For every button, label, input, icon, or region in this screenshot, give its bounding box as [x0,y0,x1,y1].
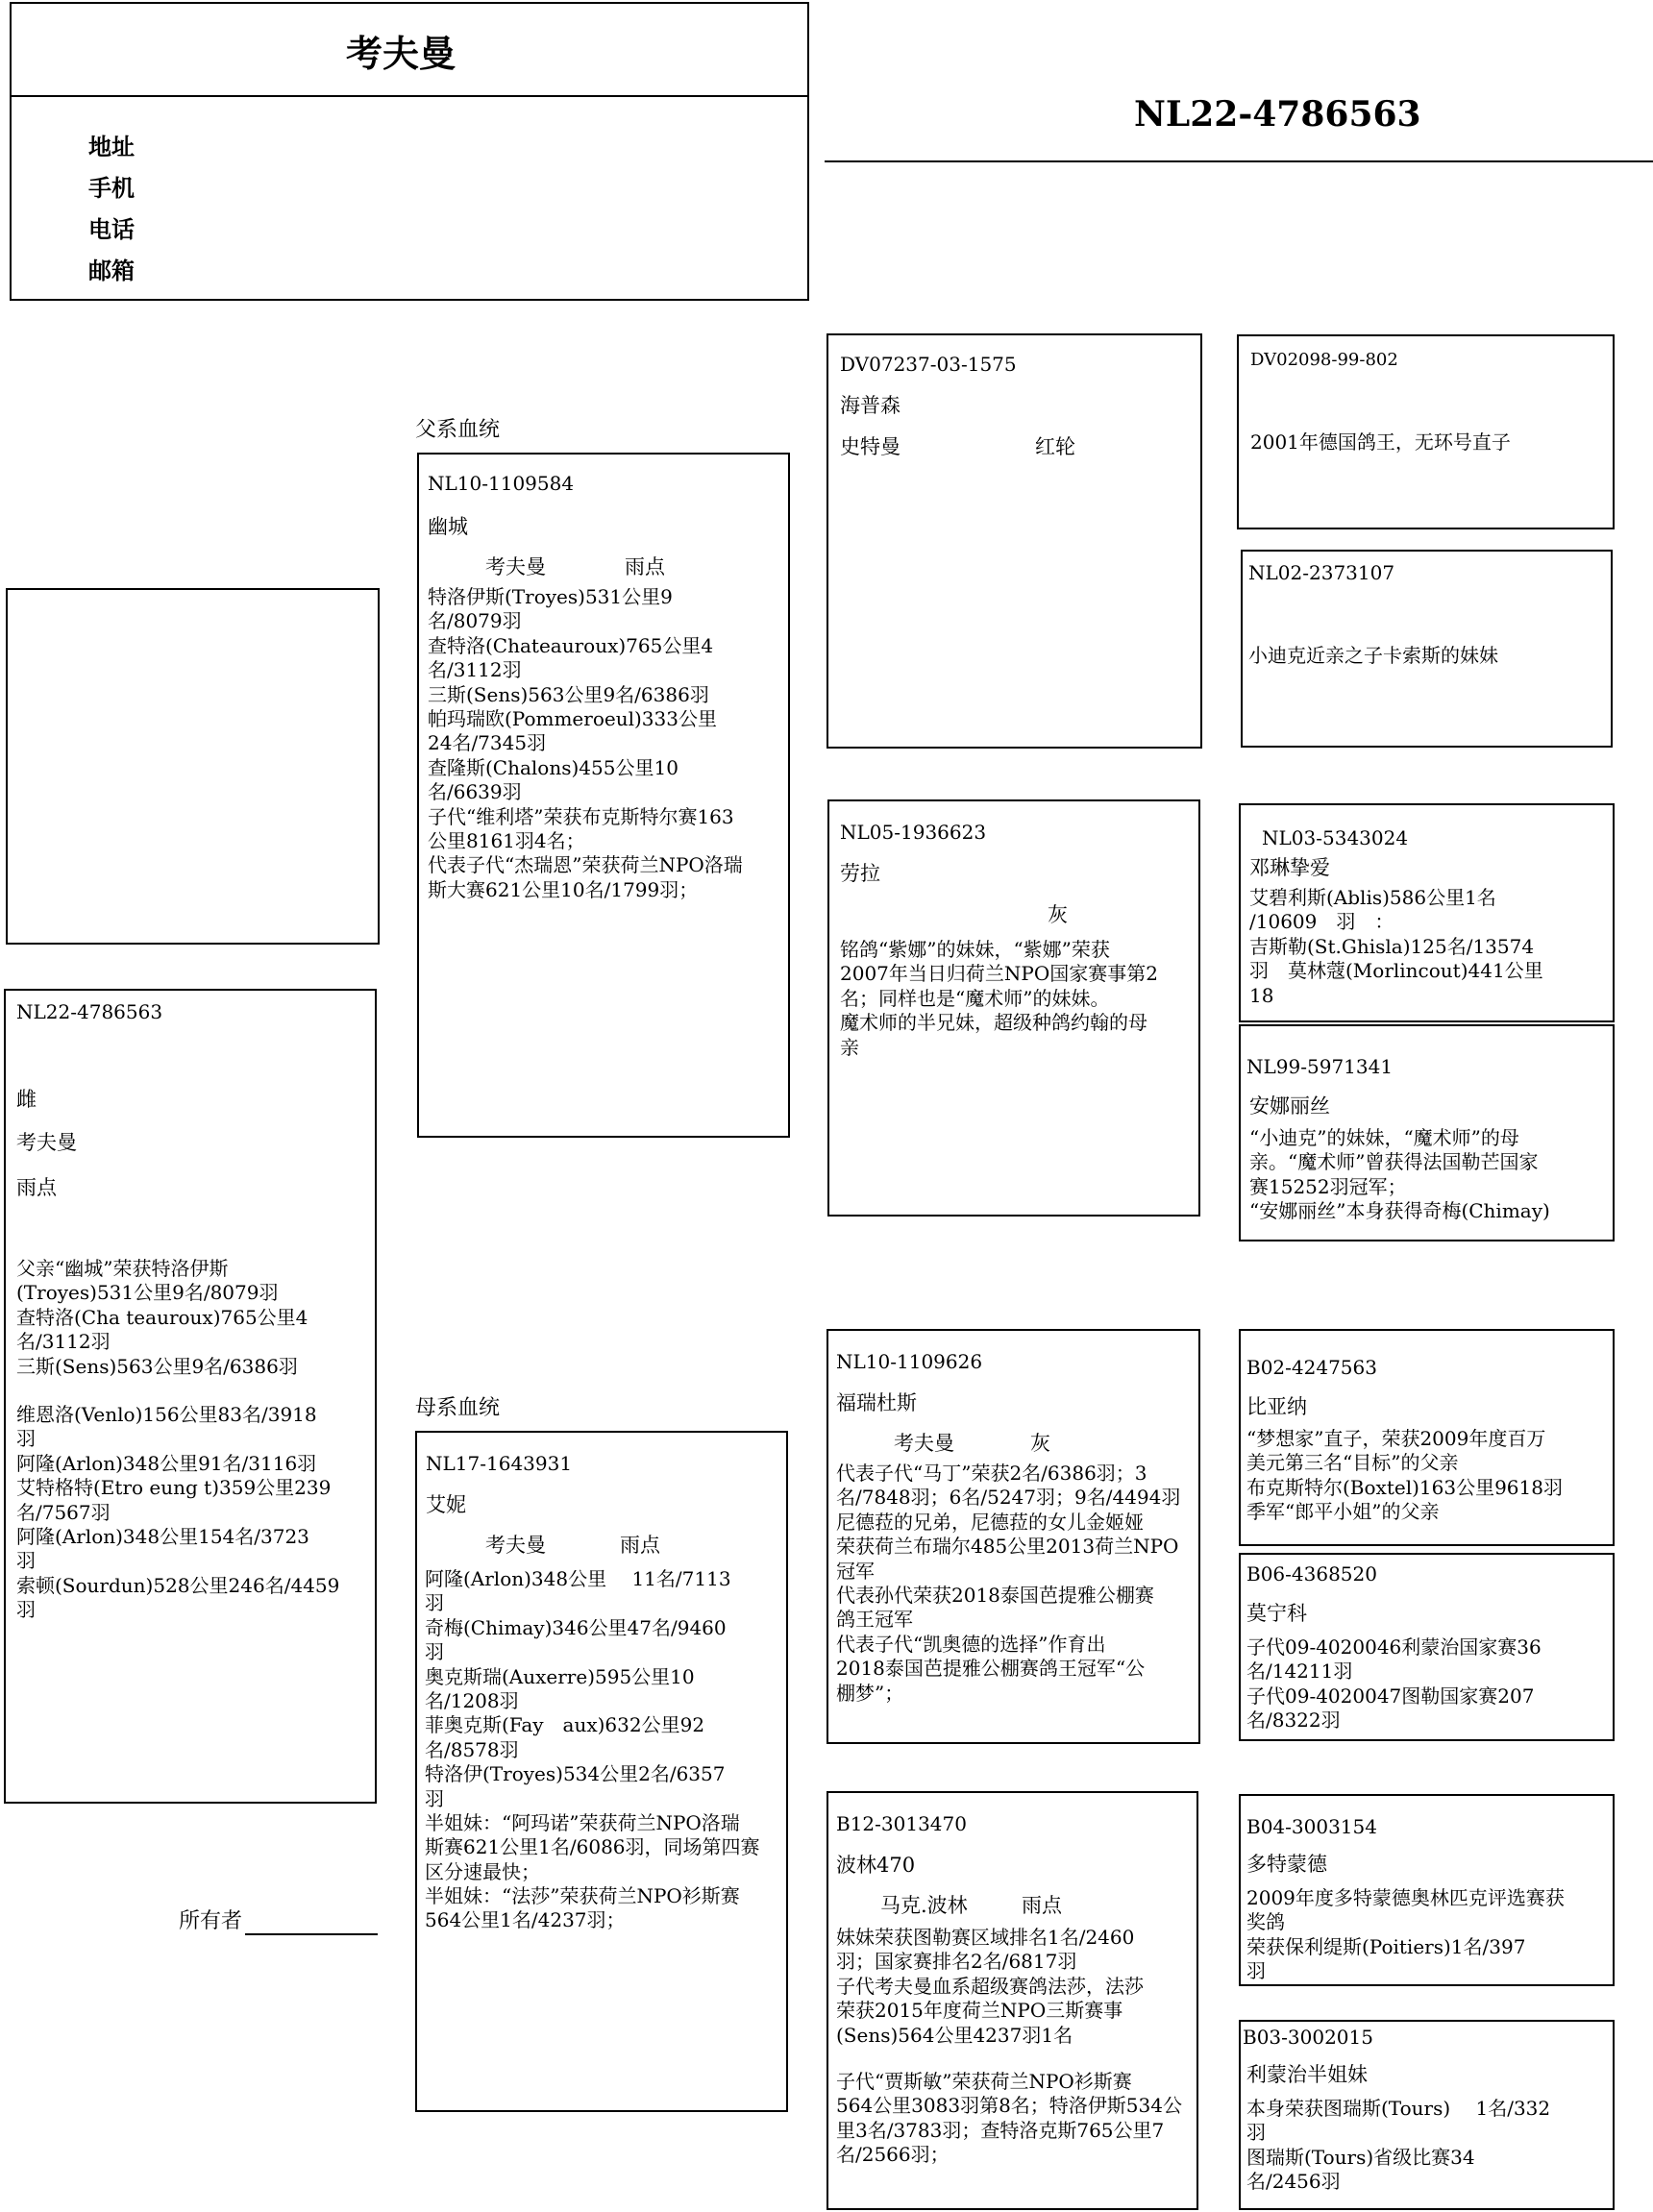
note-line: 名/2566羽； [836,2143,950,2167]
note-line: 羽；国家赛排名2名/6817羽 [836,1950,1077,1974]
owner-field-address: 地址 [88,133,135,160]
sire-notes [428,585,743,902]
note-line: 布克斯特尔(Boxtel)163公里9618羽 [1246,1475,1563,1499]
note-line: 名/14211羽 [1246,1659,1353,1684]
subject-color: 雨点 [16,1176,57,1199]
note-line: 羽 莫林蔻(Morlincout)441公里 [1249,959,1543,983]
note-line: 子代考夫曼血系超级赛鸽法莎，法莎 [836,1974,1144,1998]
ssd-note: 小迪克近亲之子卡索斯的妹妹 [1248,644,1498,667]
ddd-ring: B03-3002015 [1243,2026,1373,2049]
note-line: 子代“维利塔”荣获布克斯特尔赛163 [428,804,734,828]
note-line: 铭鸽“紫娜”的妹妹，“紫娜”荣获 [840,938,1110,961]
dd-notes-2 [836,2070,1182,2168]
sire-sire-box [826,333,1202,749]
dd-ring: B12-3013470 [836,1812,967,1835]
note-line: 名/3112羽 [16,1330,111,1354]
note-line [16,1379,339,1403]
header-rule [825,160,1653,162]
ddd-name: 利蒙治半姐妹 [1246,2063,1368,2086]
note-line: 本身荣获图瑞斯(Tours) 1名/332 [1246,2097,1551,2120]
note-line: 三斯(Sens)563公里9名/6386羽 [16,1354,298,1378]
sd-color: 灰 [1048,903,1068,926]
note-line: 亲 [840,1035,859,1059]
note-line: 菲奥克斯(Fay aux)632公里92 [425,1713,705,1737]
owner-divider [12,95,809,97]
subject-notes [16,1257,339,1622]
note-line: 尼德菈的兄弟，尼德菈的女儿金姬娅 [836,1510,1144,1534]
note-line: 名/8079羽 [428,609,522,633]
note-line: 阿隆(Arlon)348公里154名/3723 [16,1524,309,1548]
dd-name: 波林470 [836,1854,916,1877]
note-line: (Troyes)531公里9名/8079羽 [16,1281,279,1305]
note-line: 代表子代“杰瑞恩”荣获荷兰NPO洛瑞 [428,853,743,877]
owner-signature-label: 所有者 [179,1909,243,1933]
sss-ring: DV02098-99-802 [1250,350,1398,370]
note-line: 查特洛(Chateauroux)765公里4 [428,633,714,657]
note-line: 特洛伊斯(Troyes)531公里9 [428,585,673,608]
dss-box [1239,1329,1615,1546]
note-line: 名/6639羽 [428,780,522,804]
ds-color: 灰 [1030,1432,1050,1455]
subject-ring: NL22-4786563 [16,1000,163,1023]
ds-ring: NL10-1109626 [836,1350,983,1373]
sds-box [1239,803,1615,1022]
ds-notes [836,1462,1180,1706]
subject-sex: 雌 [16,1088,37,1111]
sire-dam-box [827,799,1200,1217]
note-line: 荣获2015年度荷兰NPO三斯赛事 [836,1999,1123,2023]
ss-name: 海普森 [840,394,901,417]
note-line: “小迪克”的妹妹，“魔术师”的母 [1249,1126,1519,1149]
note-line: 24名/7345羽 [428,731,547,755]
dam-sire-box [826,1329,1200,1744]
note-line: 赛15252羽冠军； [1249,1174,1407,1198]
dam-name: 艾妮 [426,1493,466,1516]
note-line: 名/1208羽 [425,1688,519,1712]
dam-box [415,1431,788,2112]
ddd-notes [1246,2097,1550,2195]
note-line: 查特洛(Cha teauroux)765公里4 [16,1305,308,1329]
main-ring-number: NL22-4786563 [1134,94,1421,135]
ds-name: 福瑞杜斯 [836,1391,917,1414]
ddd-box [1239,2020,1615,2210]
note-line: 妹妹荣获图勒赛区域排名1名/2460 [836,1926,1135,1949]
note-line: 半姐妹：“阿玛诺”荣获荷兰NPO洛瑞 [425,1810,740,1834]
photo-frame [6,588,380,945]
note-line: 鸽王冠军 [836,1608,913,1632]
dam-color: 雨点 [620,1534,660,1557]
note-line: 半姐妹：“法莎”荣获荷兰NPO衫斯赛 [425,1884,740,1908]
dsd-notes [1246,1635,1542,1733]
sire-name: 幽城 [428,515,468,538]
note-line: 名/8322羽 [1246,1708,1341,1733]
sdd-ring: NL99-5971341 [1246,1055,1394,1078]
note-line: 艾碧利斯(Ablis)586公里1名 [1249,886,1496,909]
note-line: 索顿(Sourdun)528公里246名/4459 [16,1573,340,1597]
dam-strain: 考夫曼 [485,1534,546,1557]
note-line: “梦想家”直子，荣获2009年度百万 [1246,1427,1546,1450]
dds-box [1239,1794,1615,1986]
subject-box [4,989,377,1804]
note-line: 里3名/3783羽；查特洛克斯765公里7 [836,2118,1165,2142]
note-line: 羽 [16,1549,36,1573]
dam-section-label: 母系血统 [415,1396,501,1420]
dd-notes [836,1926,1144,2048]
note-line: 魔术师的半兄妹，超级种鸽约翰的母 [840,1011,1147,1035]
dds-ring: B04-3003154 [1246,1815,1377,1838]
note-line: 亲。“魔术师”曾获得法国勒芒国家 [1249,1150,1539,1174]
note-line: 子代“贾斯敏”荣获荷兰NPO衫斯赛 [836,2070,1132,2093]
sd-ring: NL05-1936623 [840,821,987,844]
note-line: 羽 [425,1640,444,1664]
note-line: 代表孙代荣获2018泰国芭提雅公棚赛 [836,1583,1154,1607]
note-line: 艾特格特(Etro eung t)359公里239 [16,1476,332,1500]
note-line: 子代09-4020046利蒙治国家赛36 [1246,1635,1542,1659]
note-line: 名/3112羽 [428,658,522,682]
note-line: 美元第三名“目标”的父亲 [1246,1451,1459,1475]
sds-ring: NL03-5343024 [1262,826,1409,849]
dds-name: 多特蒙德 [1246,1853,1327,1876]
note-line: 奥克斯瑞(Auxerre)595公里10 [425,1664,695,1688]
owner-signature-line [245,1933,378,1935]
sire-strain: 考夫曼 [485,555,546,578]
note-line: 名/8578羽 [425,1737,519,1761]
note-line: 季军“郎平小姐”的父亲 [1246,1500,1440,1524]
note-line: /10609 羽 ： [1249,910,1394,934]
sd-name: 劳拉 [840,862,880,885]
sire-box [417,453,790,1138]
note-line: 冠军 [836,1559,875,1583]
dam-ring: NL17-1643931 [426,1452,573,1475]
note-line: 2009年度多特蒙德奥林匹克评选赛获 [1246,1886,1565,1909]
dsd-name: 莫宁科 [1246,1602,1307,1625]
note-line: 18 [1249,983,1274,1007]
note-line: 羽 [16,1598,36,1622]
note-line: 维恩洛(Venlo)156公里83名/3918 [16,1402,317,1426]
note-line: 奖鸽 [1246,1910,1285,1934]
sd-notes [840,938,1158,1060]
note-line: 2007年当日归荷兰NPO国家赛事第2 [840,962,1158,986]
note-line: 荣获荷兰布瑞尔485公里2013荷兰NPO [836,1535,1179,1559]
sdd-box [1239,1024,1615,1241]
sds-name: 邓琳挚爱 [1249,856,1330,879]
note-line: 羽 [425,1591,444,1615]
note-line: 图瑞斯(Tours)省级比赛34 [1246,2145,1475,2169]
note-line: 名/7567羽 [16,1500,111,1524]
note-line: 吉斯勒(St.Ghisla)125名/13574 [1249,934,1535,958]
note-line: 羽 [16,1427,36,1451]
note-line: 区分速最快； [425,1859,540,1883]
note-line: 名/7848羽；6名/5247羽；9名/4494羽 [836,1486,1181,1510]
sss-box [1237,334,1615,529]
note-line: 名；同样也是“魔术师”的妹妹。 [840,986,1110,1010]
owner-field-email: 邮箱 [88,257,135,284]
sss-note: 2001年德国鸽王，无环号直子 [1250,430,1511,454]
ssd-ring: NL02-2373107 [1248,561,1395,584]
note-line: 父亲“幽城”荣获特洛伊斯 [16,1257,229,1280]
note-line: 特洛伊(Troyes)534公里2名/6357 [425,1762,726,1786]
dss-name: 比亚纳 [1246,1395,1307,1418]
dd-color: 雨点 [1022,1894,1062,1917]
note-line: 羽 [1246,1959,1266,1983]
note-line: 羽 [1246,2121,1266,2145]
note-line: 子代09-4020047图勒国家赛207 [1246,1684,1535,1708]
owner-field-phone: 电话 [88,215,135,243]
note-line: “安娜丽丝”本身获得奇梅(Chimay) [1249,1199,1550,1223]
note-line: 奇梅(Chimay)346公里47名/9460 [425,1615,727,1639]
note-line: 三斯(Sens)563公里9名/6386羽 [428,682,709,706]
note-line: 斯赛621公里1名/6086羽，同场第四赛 [425,1835,760,1859]
note-line: 564公里1名/4237羽； [425,1908,626,1932]
note-line: 荣获保利缇斯(Poitiers)1名/397 [1246,1934,1526,1958]
ss-strain: 史特曼 [840,435,901,458]
note-line: 棚梦”； [836,1681,904,1705]
note-line: 查隆斯(Chalons)455公里10 [428,755,678,779]
subject-strain: 考夫曼 [16,1131,77,1154]
sdd-name: 安娜丽丝 [1249,1094,1330,1118]
owner-info-box [10,2,809,301]
note-line: 帕玛瑞欧(Pommeroeul)333公里 [428,706,717,730]
ssd-box [1241,550,1613,748]
dsd-ring: B06-4368520 [1246,1562,1377,1585]
owner-name: 考夫曼 [345,32,456,75]
dss-notes [1246,1427,1563,1525]
dam-dam-box [826,1791,1198,2210]
note-line: 斯大赛621公里10名/1799羽； [428,877,699,901]
note-line: 公里8161羽4名； [428,828,585,852]
note-line: 564公里3083羽第8名；特洛伊斯534公 [836,2094,1182,2118]
dd-strain: 马克.波林 [880,1894,968,1917]
sire-color: 雨点 [625,555,665,578]
sds-notes [1249,886,1543,1008]
note-line: (Sens)564公里4237羽1名 [836,2023,1073,2047]
ds-strain: 考夫曼 [894,1432,954,1455]
dss-ring: B02-4247563 [1246,1356,1377,1379]
dam-notes [425,1567,760,1933]
note-line: 阿隆(Arlon)348公里91名/3116羽 [16,1451,317,1475]
sdd-notes [1249,1126,1550,1224]
note-line: 代表子代“马丁”荣获2名/6386羽；3 [836,1462,1147,1485]
sire-ring: NL10-1109584 [428,472,575,495]
dsd-box [1239,1553,1615,1741]
ss-color: 红轮 [1035,435,1075,458]
note-line: 名/2456羽 [1246,2170,1341,2194]
note-line: 2018泰国芭提雅公棚赛鸽王冠军“公 [836,1657,1146,1681]
ss-ring: DV07237-03-1575 [840,353,1017,376]
note-line: 阿隆(Arlon)348公里 11名/7113 [425,1567,731,1590]
sire-section-label: 父系血统 [415,418,501,442]
note-line: 代表子代“凯奥德的选择”作育出 [836,1632,1106,1656]
note-line: 羽 [425,1786,444,1810]
dds-notes [1246,1886,1565,1984]
owner-field-mobile: 手机 [88,174,135,202]
